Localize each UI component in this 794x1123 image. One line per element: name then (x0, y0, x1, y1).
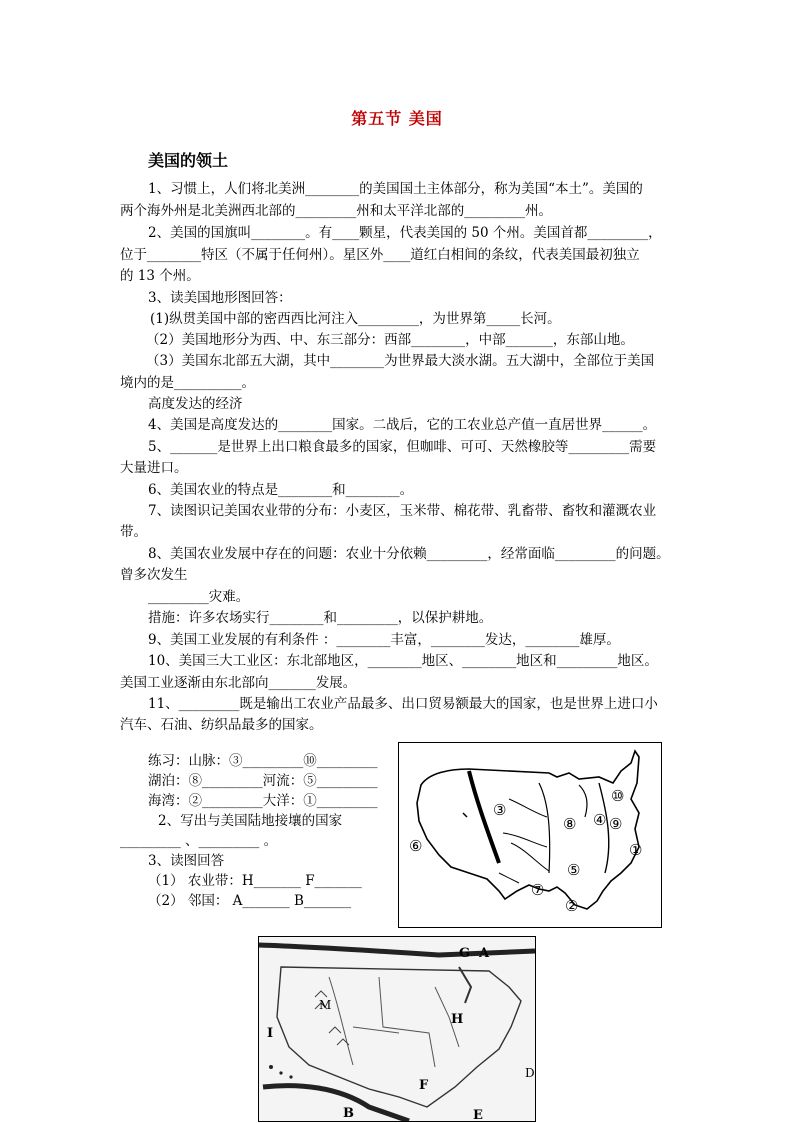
exercise-line: 湖泊：⑧_________河流：⑤_________ (148, 773, 378, 789)
text-line: 境内的是__________。 (120, 375, 255, 391)
map2-label: B (343, 1106, 354, 1121)
text-line: 带。 (120, 524, 147, 540)
text-line: 8、美国农业发展中存在的问题：农业十分依赖_________，经常面临_________的问题。 (148, 546, 670, 562)
exercise-line: 2、写出与美国陆地接壤的国家 (158, 813, 343, 829)
text-line: 5、_______是世界上出口粮食最多的国家，但咖啡、可可、天然橡胶等_________需要 (148, 439, 657, 455)
map1-label: ⑦ (531, 881, 545, 899)
map2-label: A (479, 946, 490, 961)
text-line: 6、美国农业的特点是________和________。 (148, 482, 414, 498)
text-line: 1、习惯上，人们将北美洲________的美国国土主体部分，称为美国“本土”。美国的 (148, 181, 643, 197)
text-line: 位于________特区（不属于任何州）。星区外____道红白相间的条纹，代表美国最初独立 (120, 247, 640, 263)
text-line: 10、美国三大工业区：东北部地区，________地区、________地区和_________地区。 (148, 653, 658, 669)
map1-label: ④ (593, 811, 607, 829)
map1-label: ① (629, 841, 643, 859)
map2-label: G (459, 946, 471, 961)
map1-label: ⑥ (409, 837, 423, 855)
text-line: (1)纵贯美国中部的密西西比河注入_________，为世界第_____长河。 (150, 311, 561, 327)
map1-label: ⑧ (563, 815, 577, 833)
exercise-line: 练习：山脉：③_________⑩_________ (148, 753, 378, 769)
text-line: （2）美国地形分为西、中、东三部分：西部________，中部_______，东部山地。 (146, 332, 634, 348)
map2-label: I (267, 1026, 274, 1041)
exercise-line: （2） 邻国： A_______ B_______ (148, 893, 352, 909)
map2-label: H (451, 1012, 464, 1027)
us-agriculture-map (258, 936, 536, 1122)
text-line: 的 13 个州。 (120, 268, 200, 284)
text-line: 大量进口。 (120, 460, 188, 476)
exercise-line: （1） 农业带：H_______ F_______ (148, 873, 362, 889)
text-line: 措施：许多农场实行________和_________，以保护耕地。 (148, 610, 493, 626)
map1-label: ⑤ (567, 861, 581, 879)
map1-label: ⑩ (611, 787, 625, 805)
text-line: 两个海外州是北美洲西北部的_________州和太平洋北部的_________州。 (120, 203, 552, 219)
map2-label: E (473, 1108, 483, 1121)
text-line: 9、美国工业发展的有利条件 ：________丰富，________发达，________雄厚。 (148, 632, 620, 648)
us-terrain-map (398, 742, 662, 928)
text-line: （3）美国东北部五大湖，其中________为世界最大淡水湖。五大湖中，全部位于美国 (146, 353, 655, 369)
section-heading: 美国的领土 (148, 151, 229, 170)
us-agriculture-map-drawing (259, 937, 535, 1121)
exercise-line: 海湾：②_________大洋：①_________ (148, 793, 378, 809)
map2-label: D (525, 1066, 535, 1080)
page-title: 第五节 美国 (351, 109, 443, 128)
text-line: 高度发达的经济 (148, 396, 243, 412)
text-line: 曾多次发生 (120, 567, 188, 583)
map2-label: M (319, 998, 332, 1012)
text-line: 11、_________既是输出工农业产品最多、出口贸易额最大的国家，也是世界上进口小 (148, 696, 658, 712)
text-line: _________灾难。 (148, 589, 250, 605)
text-line: 汽车、石油、纺织品最多的国家。 (120, 717, 323, 733)
map1-label: ② (565, 897, 579, 915)
text-line: 3、读美国地形图回答： (148, 290, 292, 306)
text-line: 美国工业逐渐由东北部向_______发展。 (120, 675, 357, 691)
text-line: 4、美国是高度发达的________国家。二战后，它的工农业总产值一直居世界______。 (148, 417, 657, 433)
map1-label: ⑨ (609, 815, 623, 833)
map1-label: ③ (493, 801, 507, 819)
us-terrain-map-drawing (399, 743, 661, 927)
text-line: 7、读图识记美国农业带的分布：小麦区，玉米带、棉花带、乳畜带、畜牧和灌溉农业 (148, 503, 657, 519)
exercise-line: _________ 、_________ 。 (120, 833, 278, 849)
map2-label: F (419, 1078, 429, 1093)
exercise-line: 3、读图回答 (148, 853, 225, 869)
text-line: 2、美国的国旗叫________。有____颗星，代表美国的 50 个州。美国首都_________， (148, 225, 662, 241)
